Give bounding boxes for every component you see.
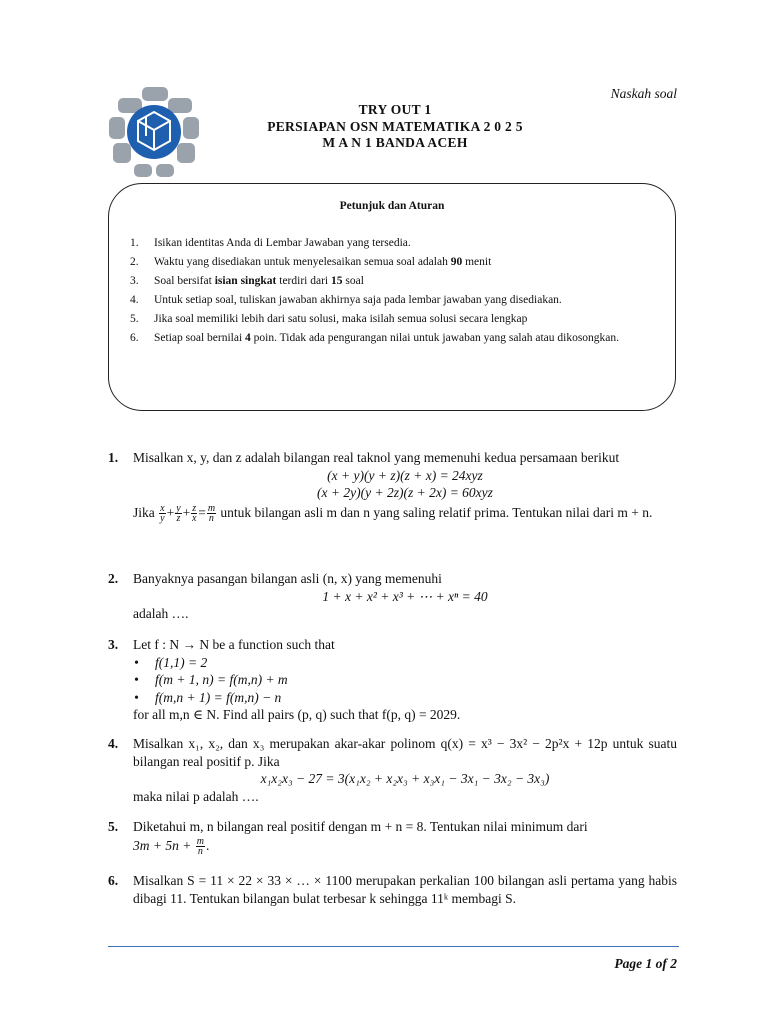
equation: x₁x₂x₃ − 27 = 3(x₁x₂ + x₂x₃ + x₃x₁ − 3x₁ − 3x₂ − 3x₃): [260, 771, 550, 786]
rule-text: terdiri dari: [276, 275, 331, 287]
school-logo: [106, 84, 202, 180]
question-text: Let f : N → N be a function such that: [133, 637, 335, 652]
equation: (x + y)(y + z)(z + x) = 24xyz: [327, 467, 483, 483]
question-number: 6.: [108, 873, 119, 888]
question-number: 3.: [108, 637, 119, 652]
rule-text: Isikan identitas Anda di Lembar Jawaban yang tersedia.: [154, 237, 411, 249]
text: Jika: [133, 504, 155, 520]
question-6: [108, 872, 677, 907]
question-text: for all m,n ∈ N. Find all pairs (p, q) such that f(p, q) = 2029.: [133, 707, 461, 722]
rule-number: 1.: [130, 237, 139, 249]
question-text: Misalkan x, y, dan z adalah bilangan real taknol yang memenuhi kedua persamaan berikut: [133, 450, 620, 465]
rule-text: poin. Tidak ada pengurangan nilai untuk jawaban yang salah atau dikosongkan.: [250, 332, 620, 344]
fraction: [196, 837, 205, 856]
denominator: n: [208, 512, 214, 524]
numerator: y: [176, 502, 181, 514]
question-3: [108, 636, 677, 724]
rules-list: [130, 234, 654, 348]
rule-text: Jika soal memiliki lebih dari satu solusi, maka isilah semua solusi secara lengkap: [154, 313, 528, 325]
rule-bold: isian singkat: [214, 275, 277, 287]
question-text: Diketahui m, n bilangan real positif dengan m + n = 8. Tentukan nilai minimum dari: [133, 819, 588, 834]
rule-item: [130, 310, 654, 329]
question-text: Banyaknya pasangan bilangan asli (n, x) yang memenuhi: [133, 571, 442, 586]
title-line-3: M A N 1 BANDA ACEH: [322, 135, 468, 150]
text: untuk bilangan asli m dan n yang saling relatif prima. Tentukan nilai dari m + n.: [220, 504, 653, 520]
numerator: z: [192, 502, 197, 514]
question-number: 5.: [108, 819, 119, 834]
footer-rule: [108, 946, 679, 947]
denominator: x: [192, 512, 197, 524]
numerator: m: [207, 502, 216, 514]
rule-text: Soal bersifat: [154, 275, 215, 287]
question-text: adalah ….: [133, 606, 189, 621]
rule-number: 2.: [130, 256, 139, 268]
rule-bold: 15: [330, 275, 343, 287]
equation: (x + 2y)(y + 2z)(z + 2x) = 60xyz: [317, 485, 493, 500]
rule-number: 4.: [130, 294, 139, 306]
question-5: [108, 818, 677, 856]
question-4: [108, 735, 677, 805]
rule-number: 3.: [130, 275, 139, 287]
numerator: m: [196, 835, 204, 847]
title-line-1: TRY OUT 1: [358, 102, 432, 117]
expression-text: 3m + 5n +: [133, 837, 192, 853]
fraction: [191, 504, 197, 523]
denominator: n: [197, 845, 203, 857]
denominator: z: [176, 512, 181, 524]
rule-item: [130, 329, 654, 348]
rule-text: menit: [462, 256, 492, 268]
rule-bold: 4: [245, 332, 251, 344]
question-text: Misalkan S = 11 × 22 × 33 × … × 1100 merupakan perkalian 100 bilangan asli pertama yang habis dibagi 11. Tentukan bilangan bulat terbesar k sehingga 11ᵏ membagi S.: [133, 873, 677, 906]
question-number: 2.: [108, 571, 119, 586]
question-text: maka nilai p adalah ….: [133, 788, 259, 804]
rule-text: Waktu yang disediakan untuk menyelesaikan semua soal adalah: [154, 256, 451, 268]
question-2: [108, 570, 677, 623]
fraction: [159, 504, 165, 523]
rules-title: Petunjuk dan Aturan: [339, 200, 445, 212]
title-line-2: PERSIAPAN OSN MATEMATIKA 2 0 2 5: [267, 119, 523, 134]
question-text-line: Jika $\frac{x}{y}$ + $\frac{y}{z}$ + $\frac{z}{x}$ = $\frac{m}{n}$ untuk bilangan asli m dan n yang saling relatif prima. Tentukan nilai dari m + n.: [133, 502, 653, 524]
question-number: 1.: [108, 450, 119, 465]
rule-item: [130, 234, 654, 253]
rule-item: [130, 272, 654, 291]
question-text: Misalkan x₁, x₂, dan x₃ merupakan akar-akar polinom q(x) = x³ − 3x² − 2p²x + 12p untuk suatu bilangan real positif p. Jika: [133, 736, 677, 769]
expression: 3m + 5n + $\frac{m}{n}$ .: [133, 835, 210, 857]
bullet-item: • f(m + 1, n) = f(m,n) + m: [133, 671, 677, 689]
rule-item: [130, 253, 654, 272]
rule-item: [130, 291, 654, 310]
bullet-item: • f(1,1) = 2: [133, 654, 677, 672]
rule-text: Untuk setiap soal, tuliskan jawaban akhirnya saja pada lembar jawaban yang disediakan.: [154, 294, 562, 306]
question-number: 4.: [108, 736, 119, 751]
question-1: [108, 449, 677, 523]
equation: 1 + x + x² + x³ + ⋯ + xⁿ = 40: [322, 588, 488, 604]
rule-number: 6.: [130, 332, 139, 344]
denominator: y: [160, 512, 165, 524]
fraction: [207, 504, 216, 523]
fraction: [175, 504, 181, 523]
document-label: Naskah soal: [610, 86, 677, 101]
rule-number: 5.: [130, 313, 139, 325]
rule-bold: 90: [450, 256, 463, 268]
numerator: x: [160, 502, 165, 514]
page-number: Page 1 of 2: [614, 956, 677, 971]
rule-text: Setiap soal bernilai: [154, 332, 246, 344]
bullet-item: • f(m,n + 1) = f(m,n) − n: [133, 689, 677, 707]
rule-text: soal: [342, 275, 364, 287]
